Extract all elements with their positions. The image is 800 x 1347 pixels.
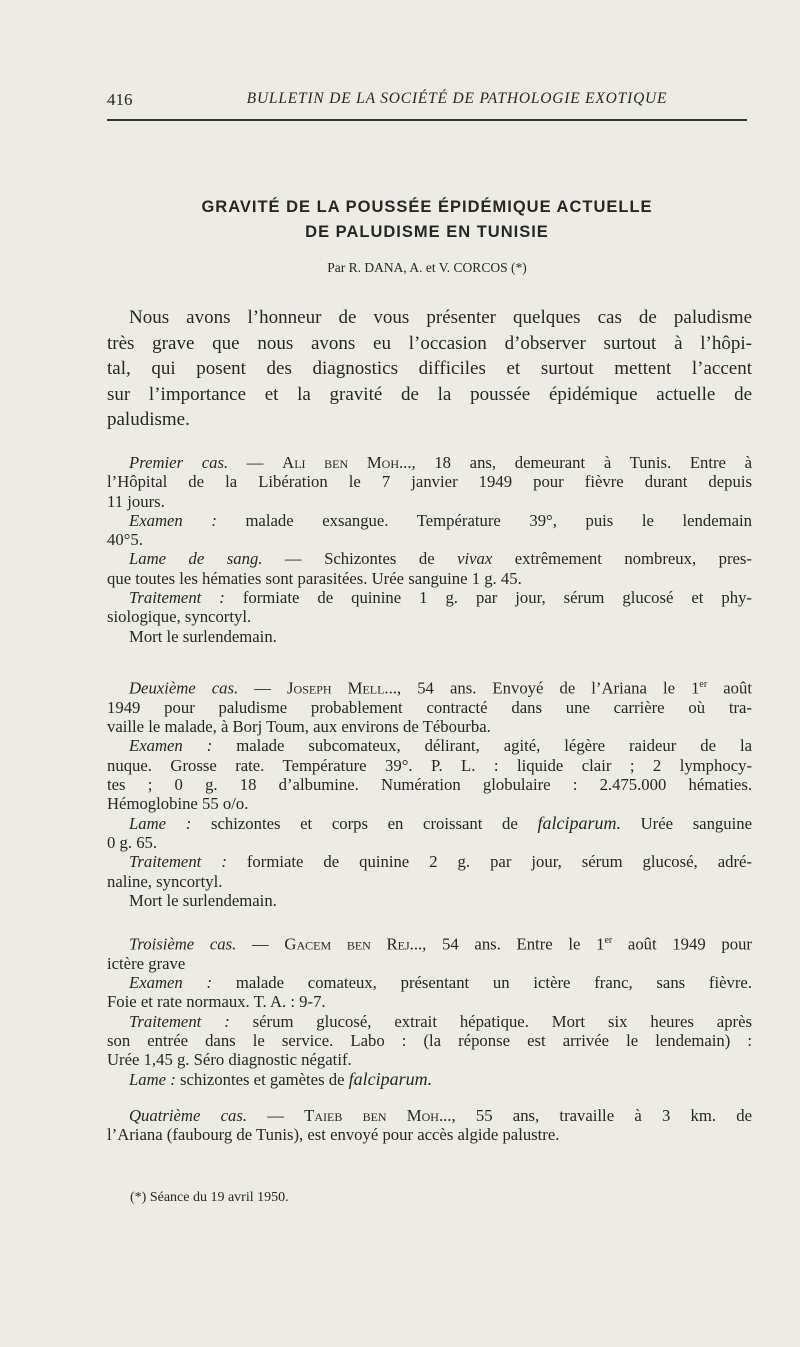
case-line: siologique, syncortyl. [107, 607, 252, 627]
case-line: ictère grave [107, 953, 186, 973]
case-1 [107, 453, 752, 646]
intro-paragraph [107, 305, 752, 433]
page-number: 416 [107, 90, 133, 109]
field-label: Examen : [129, 510, 217, 530]
article-authors: Par R. DANA, A. et V. CORCOS (*) [327, 260, 527, 275]
case-line: Lame : schizontes et gamètes de falciparum. [129, 1068, 433, 1089]
article-title [107, 195, 747, 245]
case-line: Examen : malade exsangue. Température 39°, puis le lendemain [129, 510, 752, 530]
case-line: 0 g. 65. [107, 832, 158, 852]
case-label: Deuxième cas. [129, 678, 239, 698]
page-header [107, 90, 747, 120]
field-label: Examen : [129, 736, 213, 756]
intro-line: tal, qui posent des diagnostics difficiles et surtout mettent l’accent [107, 358, 752, 379]
case-line: Mort le surlendemain. [129, 890, 277, 910]
species-name: falciparum. [348, 1068, 433, 1089]
field-label: Traitement : [129, 852, 227, 872]
field-label: Traitement : [129, 1011, 230, 1031]
case-label: Troisième cas. [129, 934, 237, 954]
case-line: Premier cas. — Ali ben Moh..., 18 ans, demeurant à Tunis. Entre à [129, 453, 753, 472]
case-line: son entrée dans le service. Labo : (la réponse est arrivée le lendemain) : [107, 1031, 752, 1051]
title-line-1: GRAVITÉ DE LA POUSSÉE ÉPIDÉMIQUE ACTUELLE [201, 198, 653, 216]
case-line: Examen : malade subcomateux, délirant, agité, légère raideur de la [129, 736, 752, 756]
case-line: tes ; 0 g. 18 d’albumine. Numération globulaire : 2.475.000 hématies. [107, 775, 752, 795]
header-rule [107, 119, 747, 121]
intro-line: paludisme. [107, 409, 190, 430]
intro-line: Nous avons l’honneur de vous présenter quelques cas de paludisme [129, 307, 752, 328]
intro-line: très grave que nous avons eu l’occasion d’observer surtout à l’hôpi- [107, 332, 752, 354]
case-line: Mort le surlendemain. [129, 626, 277, 646]
case-line: l’Hôpital de la Libération le 7 janvier 1949 pour fièvre durant depuis [107, 472, 752, 492]
case-line: 40°5. [107, 530, 143, 550]
case-line: Lame : schizontes et corps en croissant de falciparum. Urée sanguine [129, 812, 753, 833]
case-line: Hémoglobine 55 o/o. [107, 794, 249, 814]
species-name: falciparum. [537, 812, 621, 833]
case-line: Examen : malade comateux, présentant un ictère franc, sans fièvre. [129, 973, 752, 993]
patient-name: Ali ben Moh... [282, 453, 412, 472]
case-line: Foie et rate normaux. T. A. : 9-7. [107, 992, 326, 1012]
patient-name: Taieb ben Moh... [304, 1106, 452, 1125]
field-label: Lame de sang. [129, 549, 263, 569]
case-2 [107, 675, 752, 910]
case-line: l’Ariana (faubourg de Tunis), est envoyé pour accès algide palustre. [107, 1125, 560, 1145]
case-line: naline, syncortyl. [107, 871, 223, 891]
case-4 [107, 1106, 752, 1145]
case-line: Troisième cas. — Gacem ben Rej..., 54 ans. Entre le 1er août 1949 pour [129, 934, 752, 954]
case-line: que toutes les hématies sont parasitées. Urée sanguine 1 g. 45. [107, 568, 522, 588]
patient-name: Joseph Mell... [287, 678, 397, 698]
field-label: Lame : [129, 1069, 176, 1089]
case-label: Premier cas. [129, 453, 229, 472]
title-line-2: DE PALUDISME EN TUNISIE [305, 223, 549, 241]
case-line: 11 jours. [107, 491, 165, 511]
case-line: nuque. Grosse rate. Température 39°. P. L. : liquide clair ; 2 lymphocy- [107, 755, 752, 775]
case-line: Quatrième cas. — Taieb ben Moh..., 55 ans, travaille à 3 km. de [129, 1106, 752, 1125]
footnote: (*) Séance du 19 avril 1950. [130, 1190, 289, 1205]
case-line: Deuxième cas. — Joseph Mell..., 54 ans. Envoyé de l’Ariana le 1er août [129, 678, 753, 698]
intro-line: sur l’importance et la gravité de la poussée épidémique actuelle de [107, 383, 752, 405]
case-3 [107, 931, 752, 1089]
case-line: 1949 pour paludisme probablement contracté dans une carrière où tra- [107, 697, 752, 717]
case-line: Traitement : formiate de quinine 2 g. par jour, sérum glucosé, adré- [129, 852, 752, 872]
field-label: Traitement : [129, 588, 225, 608]
case-label: Quatrième cas. [129, 1106, 248, 1125]
species-name: vivax [457, 549, 493, 569]
patient-name: Gacem ben Rej... [284, 934, 423, 954]
running-title: BULLETIN DE LA SOCIÉTÉ DE PATHOLOGIE EXOTIQUE [246, 90, 668, 107]
case-line: vaille le malade, à Borj Toum, aux environs de Tébourba. [107, 717, 491, 737]
case-line: Traitement : formiate de quinine 1 g. par jour, sérum glucosé et phy- [129, 588, 752, 608]
case-line: Urée 1,45 g. Séro diagnostic négatif. [107, 1050, 352, 1070]
field-label: Examen : [129, 973, 213, 993]
case-line: Traitement : sérum glucosé, extrait hépatique. Mort six heures après [129, 1011, 753, 1031]
field-label: Lame : [129, 813, 192, 833]
case-line: Lame de sang. — Schizontes de vivax extrêmement nombreux, pres- [129, 549, 752, 569]
